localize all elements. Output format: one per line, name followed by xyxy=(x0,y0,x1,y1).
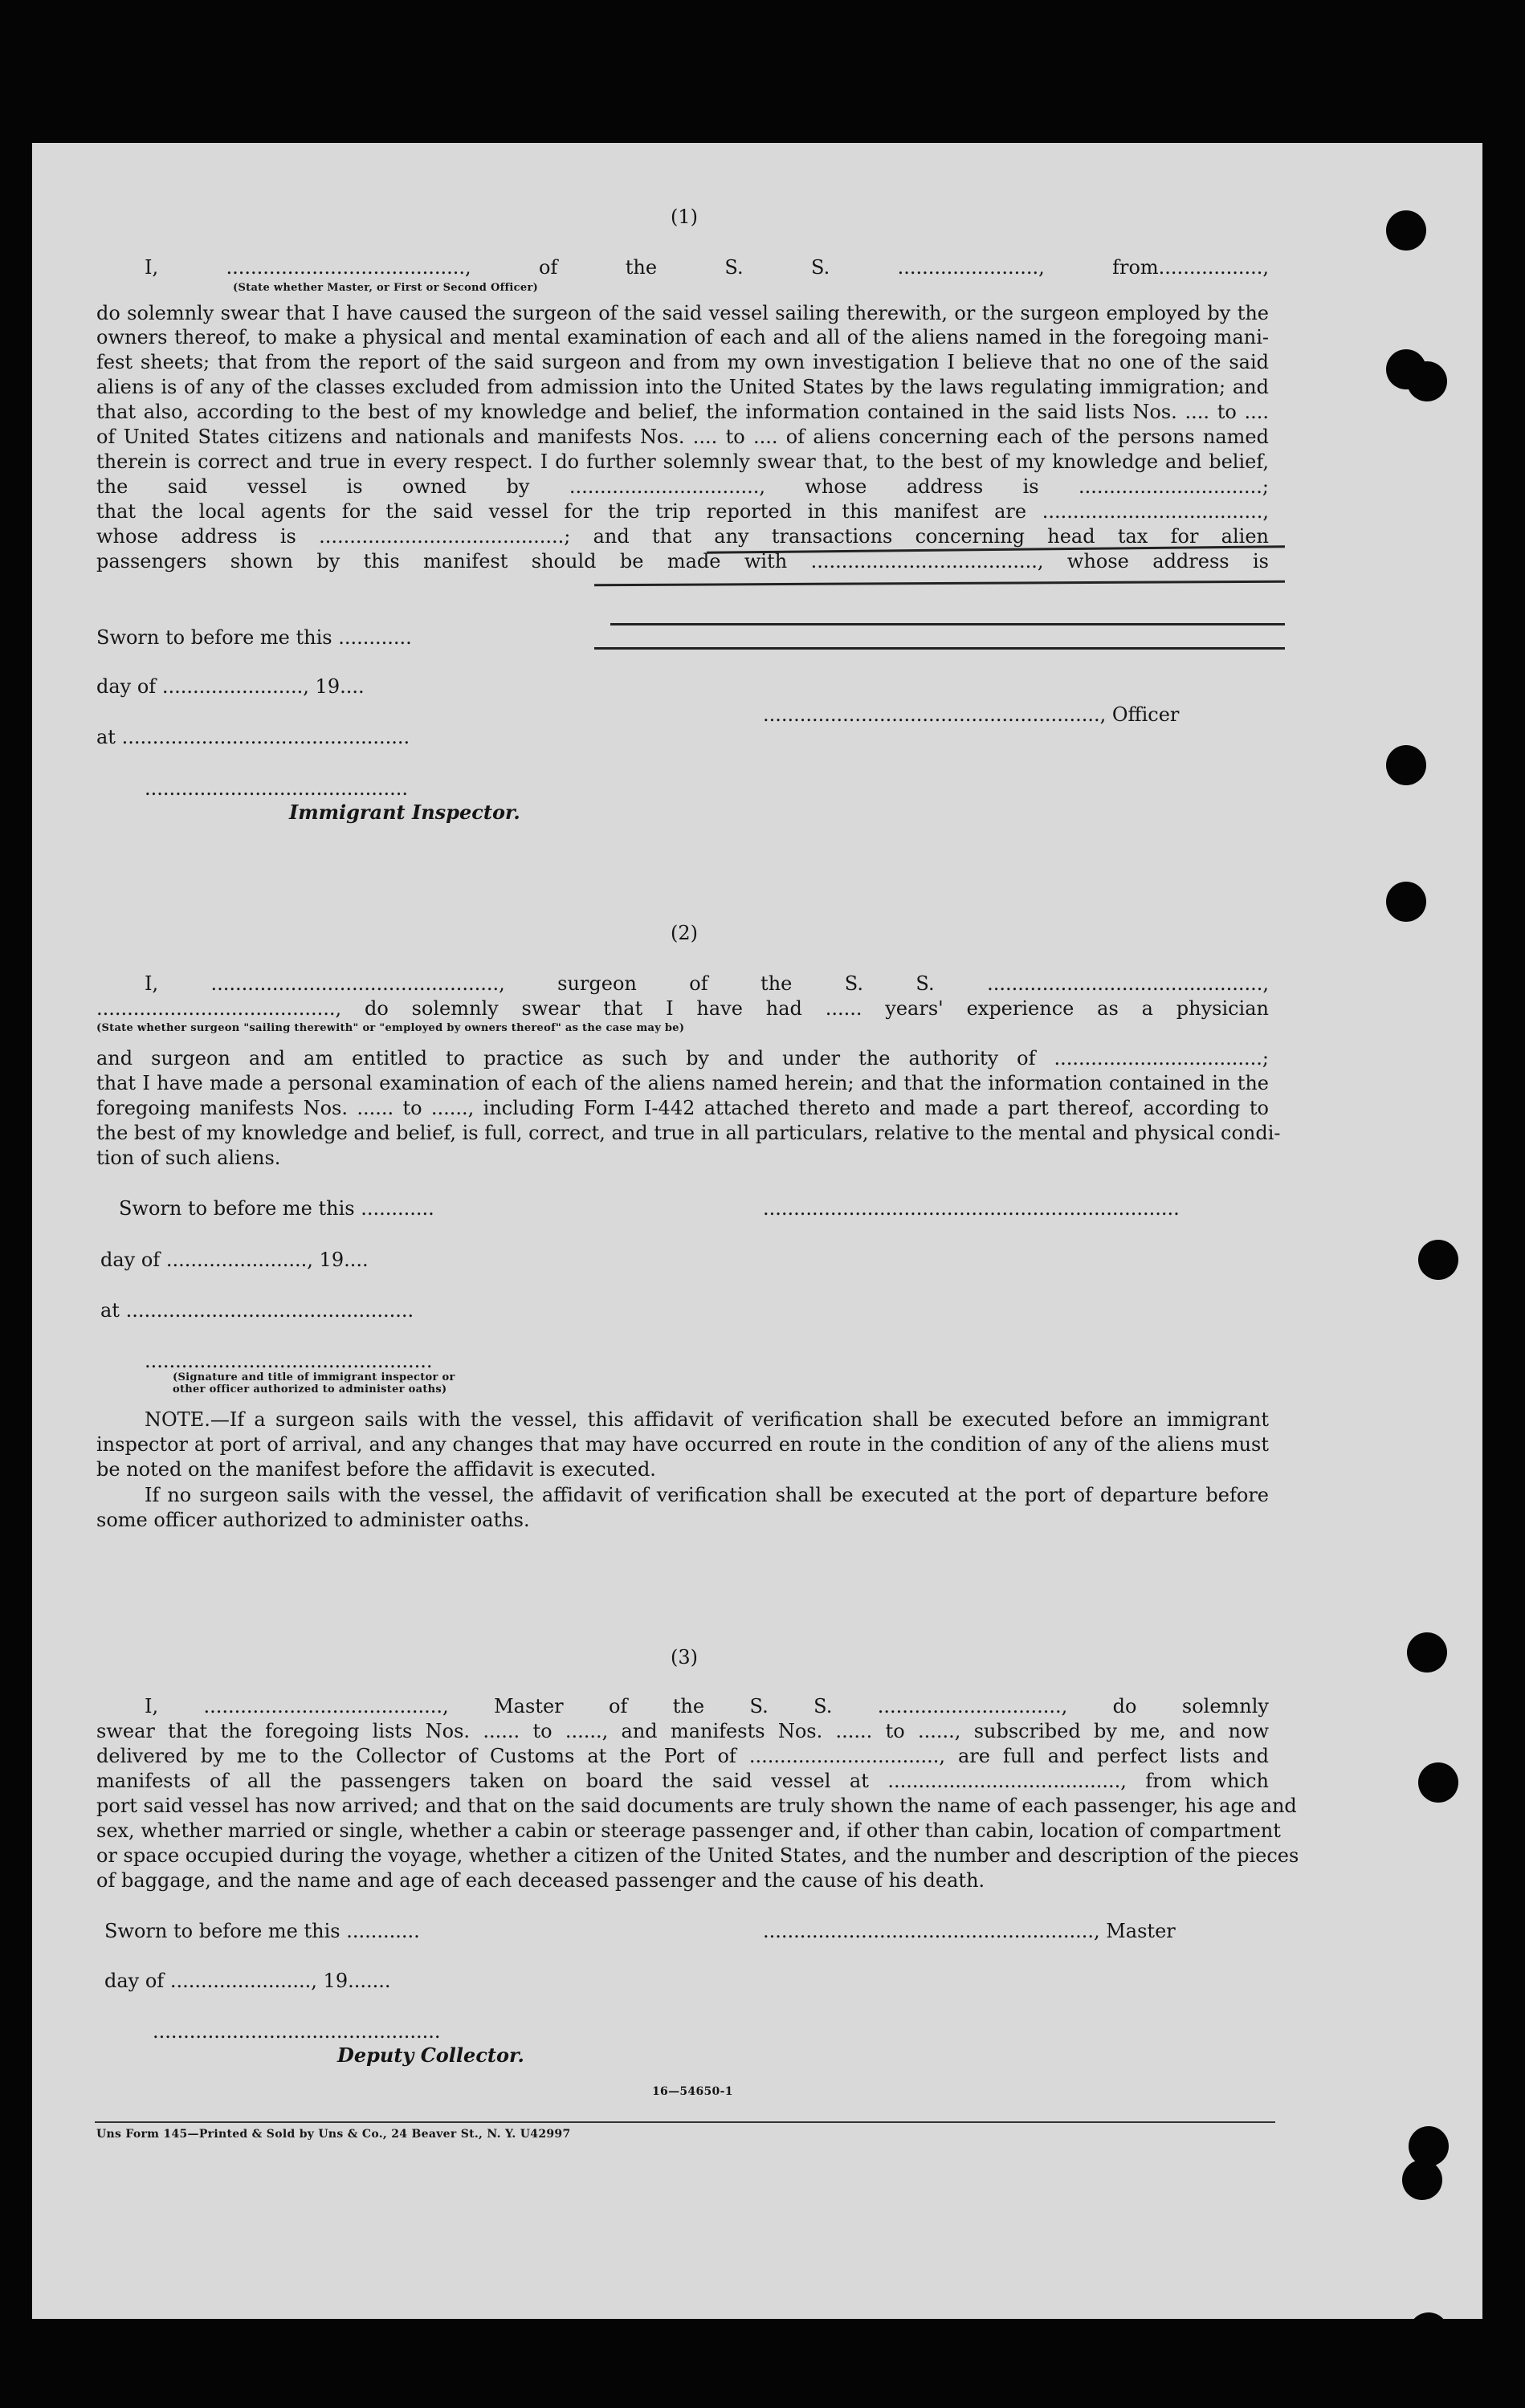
text-line: swear that the foregoing lists Nos. ...... to ......, and manifests Nos. ...... to ......, subscribed by me, and now xyxy=(96,1720,1269,1742)
text-line: foregoing manifests Nos. ...... to ......, including Form I-442 attached thereto and made a part thereof, according to xyxy=(96,1097,1269,1119)
section-2-second-line: ......................................., do solemnly swear that I have had ...... years' experience as a physician xyxy=(96,997,1269,1020)
section-3-number: (3) xyxy=(671,1646,698,1668)
section-2-opening-line: I, ..............................................., surgeon of the S. S. ............................................., xyxy=(145,972,1269,995)
section-3-signature-dots: ............................................... xyxy=(153,2020,441,2043)
text-line: that I have made a personal examination of each of the aliens named herein; and that the information contained in the xyxy=(96,1072,1269,1094)
text-line: If no surgeon sails with the vessel, the affidavit of verification shall be executed at the port of departure before xyxy=(145,1484,1269,1506)
text-line: I, ......................................., Master of the S. S. .............................., do solemnly xyxy=(145,1695,1269,1717)
binder-hole xyxy=(1418,1762,1458,1803)
section-3-master-line: ......................................................, Master xyxy=(763,1920,1176,1942)
text-line: passengers shown by this manifest should be made with ....................................., whose address is xyxy=(96,550,1269,572)
section-2-sworn-line: Sworn to before me this ............ xyxy=(119,1197,434,1220)
text-line: that the local agents for the said vessel for the trip reported in this manifest are ...................................., xyxy=(96,500,1269,523)
section-2-signature-hint: other officer authorized to administer oaths) xyxy=(173,1383,447,1395)
section-1-hint: (State whether Master, or First or Second Officer) xyxy=(233,282,539,294)
text-line: delivered by me to the Collector of Customs at the Port of ..............................., are full and perfect lists and xyxy=(96,1745,1269,1767)
section-3-day-line: day of ......................., 19....... xyxy=(104,1970,391,1992)
section-3-collector-title: Deputy Collector. xyxy=(337,2043,524,2067)
text-line: and surgeon and am entitled to practice as such by and under the authority of ..................................; xyxy=(96,1047,1269,1070)
section-2-signature-dots: ............................................... xyxy=(145,1350,433,1372)
binder-hole xyxy=(1407,361,1447,401)
text-line: sex, whether married or single, whether a cabin or steerage passenger and, if other than cabin, location of compartment xyxy=(96,1819,1281,1842)
text-line: port said vessel has now arrived; and that on the said documents are truly shown the name of each passenger, his age and xyxy=(96,1795,1297,1817)
section-1-number: (1) xyxy=(671,206,698,228)
binder-hole xyxy=(1407,1632,1447,1673)
section-1-inspector-title: Immigrant Inspector. xyxy=(289,801,520,824)
strikethrough-line xyxy=(610,623,1285,625)
text-line: be noted on the manifest before the affidavit is executed. xyxy=(96,1458,656,1481)
text-line: of United States citizens and nationals and manifests Nos. .... to .... of aliens concerning each of the persons named xyxy=(96,426,1269,448)
text-line: that also, according to the best of my knowledge and belief, the information contained in the said lists Nos. .... to .... xyxy=(96,401,1269,423)
text-line: fest sheets; that from the report of the said surgeon and from my own investigation I believe that no one of the said xyxy=(96,351,1269,373)
text-line: do solemnly swear that I have caused the surgeon of the said vessel sailing therewith, or the surgeon employed by the xyxy=(96,302,1269,324)
text-line: manifests of all the passengers taken on board the said vessel at ......................................, from which xyxy=(96,1770,1269,1792)
text-line: aliens is of any of the classes excluded from admission into the United States by the laws regulating immigration; and xyxy=(96,376,1269,398)
section-1-officer-line: ......................................................., Officer xyxy=(763,703,1180,726)
section-2-right-dots: .................................................................... xyxy=(763,1197,1180,1220)
section-1-day-line: day of ......................., 19.... xyxy=(96,675,365,698)
binder-hole xyxy=(1418,1240,1458,1280)
binder-hole xyxy=(1386,210,1426,251)
strikethrough-line xyxy=(594,647,1285,650)
binder-hole xyxy=(1402,2160,1442,2200)
section-1-at-line: at ............................................... xyxy=(96,726,410,748)
text-line: some officer authorized to administer oaths. xyxy=(96,1509,530,1531)
binder-hole xyxy=(1386,745,1426,785)
text-line: owners thereof, to make a physical and mental examination of each and all of the aliens named in the foregoing mani- xyxy=(96,326,1269,348)
text-line: the said vessel is owned by ..............................., whose address is ..............................; xyxy=(96,475,1269,498)
text-line: NOTE.—If a surgeon sails with the vessel, this affidavit of verification shall be executed before an immigrant xyxy=(145,1408,1269,1431)
text-line: of baggage, and the name and age of each deceased passenger and the cause of his death. xyxy=(96,1869,985,1892)
form-code: 16—54650-1 xyxy=(652,2085,733,2098)
text-line: tion of such aliens. xyxy=(96,1147,281,1169)
binder-hole xyxy=(1386,882,1426,922)
section-2-day-line: day of ......................., 19.... xyxy=(100,1249,369,1271)
section-2-at-line: at ............................................... xyxy=(100,1299,414,1322)
section-2-number: (2) xyxy=(671,922,698,944)
text-line: whose address is ........................................; and that any transactions concerning head tax for alien xyxy=(96,525,1269,548)
binder-hole xyxy=(1409,2312,1449,2353)
section-2-hint: (State whether surgeon "sailing therewith" or "employed by owners thereof" as the case may be) xyxy=(96,1022,685,1034)
section-2-signature-hint: (Signature and title of immigrant inspector or xyxy=(173,1371,455,1383)
text-line: or space occupied during the voyage, whether a citizen of the United States, and the number and description of the pieces xyxy=(96,1844,1299,1867)
footer-rule xyxy=(95,2121,1275,2123)
text-line: therein is correct and true in every respect. I do further solemnly swear that, to the best of my knowledge and belief, xyxy=(96,450,1269,473)
section-1-signature-dots: ........................................... xyxy=(145,777,409,800)
text-line: inspector at port of arrival, and any changes that may have occurred en route in the condition of any of the aliens must xyxy=(96,1433,1269,1456)
section-1-opening-line: I, ......................................., of the S. S. ......................., from................., xyxy=(145,256,1269,279)
text-line: the best of my knowledge and belief, is full, correct, and true in all particulars, relative to the mental and physical condi- xyxy=(96,1122,1281,1144)
footer-printer-note: Uns Form 145—Printed & Sold by Uns & Co., 24 Beaver St., N. Y. U42997 xyxy=(96,2128,571,2141)
section-3-sworn-line: Sworn to before me this ............ xyxy=(104,1920,420,1942)
section-1-sworn-line: Sworn to before me this ............ xyxy=(96,626,412,649)
